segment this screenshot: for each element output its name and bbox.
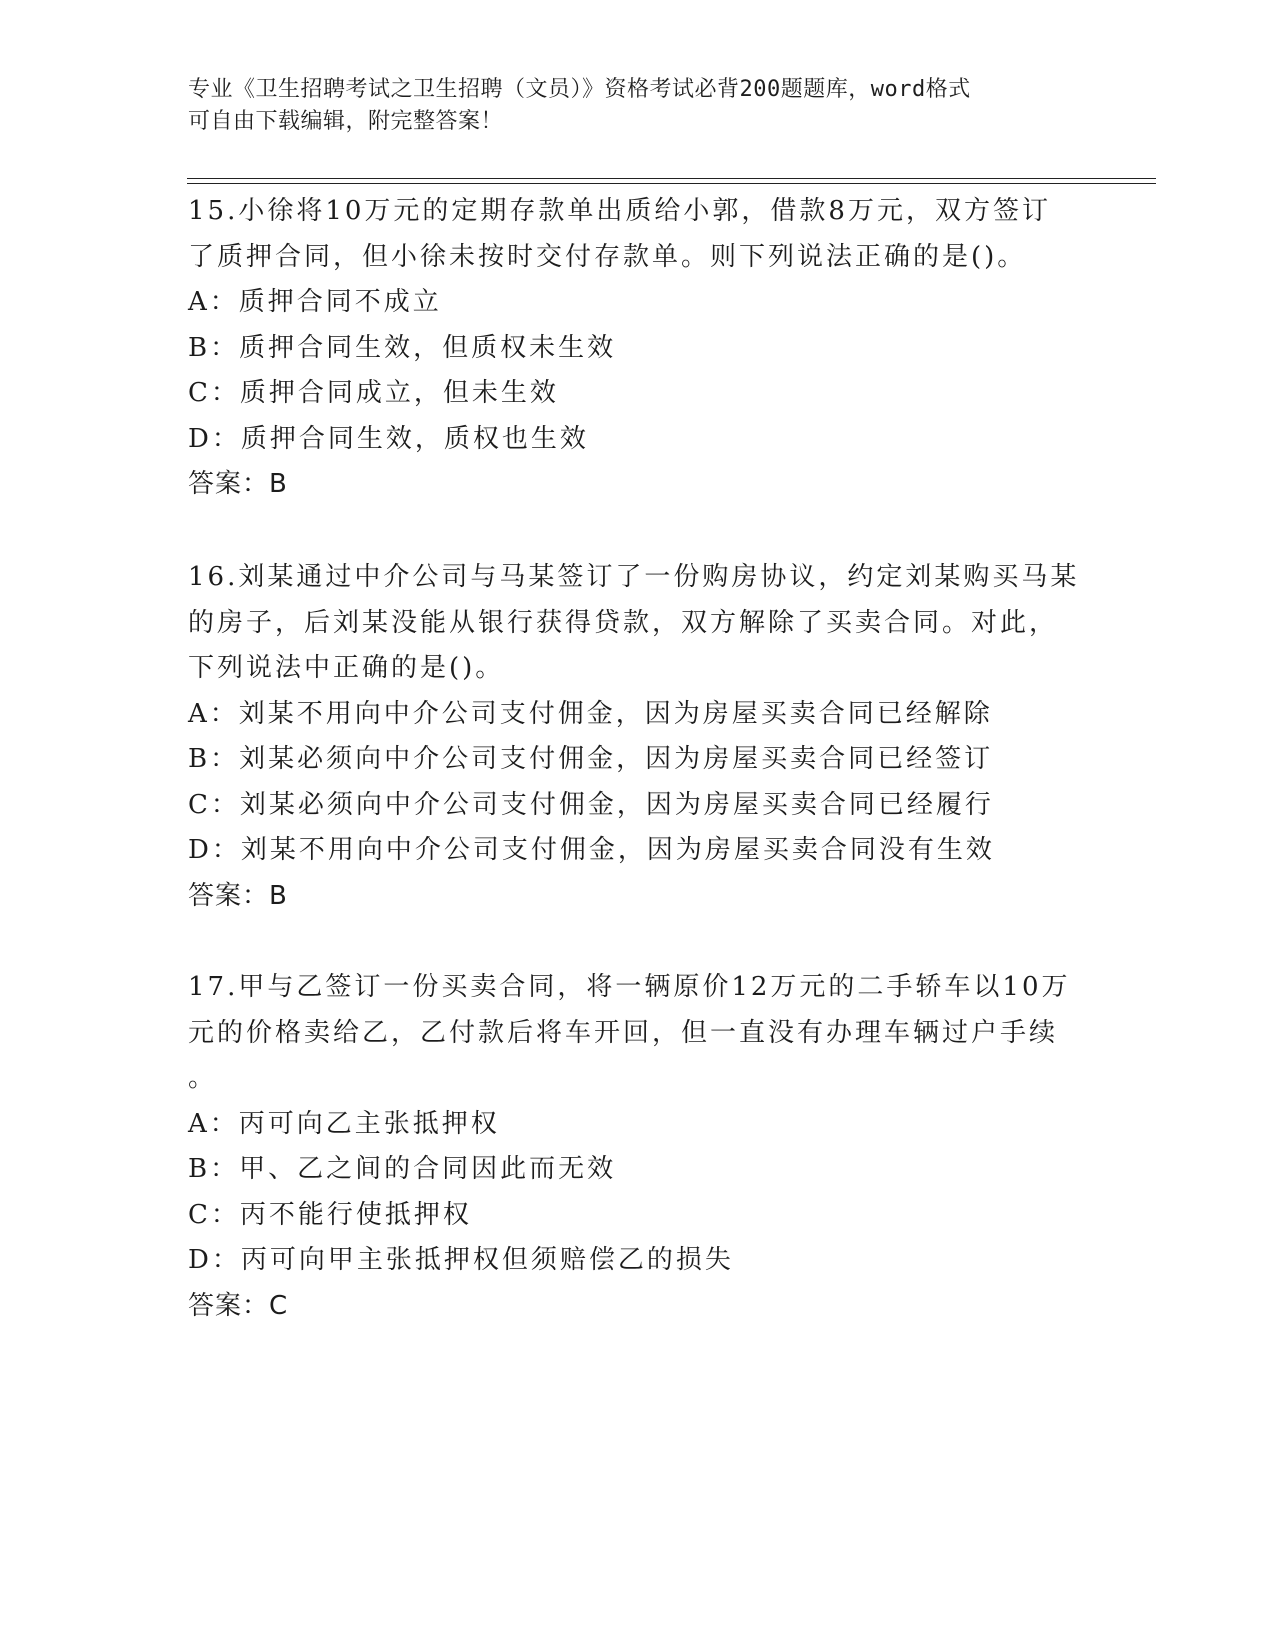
document-header <box>188 74 1068 138</box>
question-15 <box>188 189 1088 508</box>
question-stem-line: 了质押合同，但小徐未按时交付存款单。则下列说法正确的是()。 <box>188 241 1027 272</box>
question-stem-line: 17.甲与乙签订一份买卖合同，将一辆原价12万元的二手轿车以10万 <box>188 972 1071 1002</box>
option-b: B：质押合同生效，但质权未生效 <box>188 332 617 363</box>
option-b: B：甲、乙之间的合同因此而无效 <box>188 1154 617 1184</box>
header-line-1: 专业《卫生招聘考试之卫生招聘（文员）》资格考试必背200题题库，word格式 <box>188 77 971 102</box>
option-c: C：质押合同成立，但未生效 <box>188 378 559 408</box>
option-d: D：丙可向甲主张抵押权但须赔偿乙的损失 <box>188 1245 734 1275</box>
question-16 <box>188 555 1088 919</box>
question-stem-line: 下列说法中正确的是()。 <box>188 653 505 683</box>
option-a: A：刘某不用向中介公司支付佣金，因为房屋买卖合同已经解除 <box>188 698 993 729</box>
option-d: D：质押合同生效，质权也生效 <box>188 423 589 454</box>
answer-line: 答案：C <box>188 1290 289 1321</box>
header-line-2: 可自由下载编辑，附完整答案！ <box>188 109 504 134</box>
option-c: C：刘某必须向中介公司支付佣金，因为房屋买卖合同已经履行 <box>188 789 994 820</box>
option-a: A：质押合同不成立 <box>188 287 442 317</box>
header-divider-bottom <box>187 183 1156 184</box>
question-stem-line: 。 <box>188 1063 218 1093</box>
question-stem-line: 元的价格卖给乙，乙付款后将车开回，但一直没有办理车辆过户手续 <box>188 1017 1059 1048</box>
option-a: A：丙可向乙主张抵押权 <box>188 1108 500 1139</box>
option-c: C：丙不能行使抵押权 <box>188 1199 472 1230</box>
option-b: B：刘某必须向中介公司支付佣金，因为房屋买卖合同已经签订 <box>188 744 994 774</box>
answer-line: 答案：B <box>188 469 288 499</box>
question-stem-line: 16.刘某通过中介公司与马某签订了一份购房协议，约定刘某购买马某 <box>188 562 1080 592</box>
question-17 <box>188 965 1088 1329</box>
question-stem-line: 15.小徐将10万元的定期存款单出质给小郭，借款8万元，双方签订 <box>188 196 1051 226</box>
header-divider-top <box>187 178 1156 179</box>
option-d: D：刘某不用向中介公司支付佣金，因为房屋买卖合同没有生效 <box>188 835 995 865</box>
answer-line: 答案：B <box>188 880 288 911</box>
question-stem-line: 的房子，后刘某没能从银行获得贷款，双方解除了买卖合同。对此， <box>188 607 1059 638</box>
